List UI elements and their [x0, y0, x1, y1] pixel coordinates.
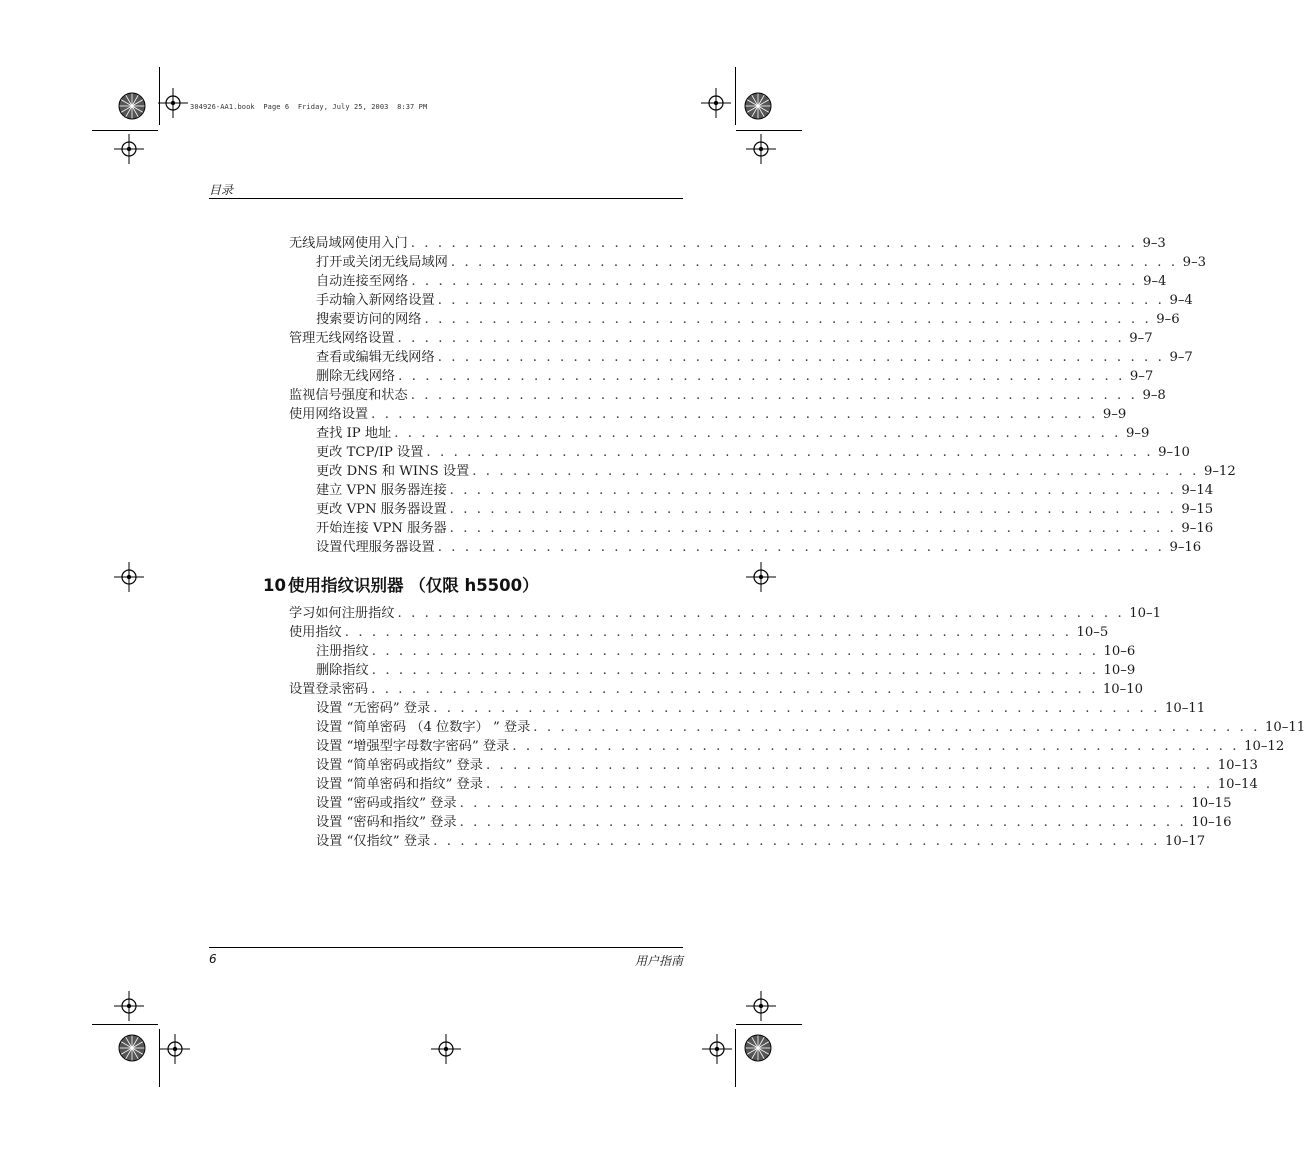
dot-leader: . . . . . . . . . . . . . . . . . . . . . . . . . . . . . . . . . . . . . . . . . . . . . . . . . . . . . .	[472, 464, 1199, 479]
toc-entry[interactable]	[289, 329, 1153, 348]
toc-subentry[interactable]	[316, 794, 1232, 813]
toc-entry-page: 10–14	[1217, 777, 1258, 792]
toc-entry-title: 设置 “密码或指纹” 登录	[316, 796, 457, 811]
toc-subentry[interactable]	[316, 462, 1236, 481]
toc-entry-title: 注册指纹	[316, 644, 369, 659]
footer-rule	[209, 947, 683, 948]
dot-leader: . . . . . . . . . . . . . . . . . . . . . . . . . . . . . . . . . . . . . . . . . . . . . . . . . . . . . .	[512, 739, 1240, 754]
toc-entry-page: 9–14	[1181, 483, 1214, 498]
star-target-icon	[118, 1034, 146, 1062]
toc-entry-title: 更改 VPN 服务器设置	[316, 502, 447, 517]
dot-leader: . . . . . . . . . . . . . . . . . . . . . . . . . . . . . . . . . . . . . . . . . . . . . . . . . . . . . .	[533, 720, 1261, 735]
toc-entry-title: 更改 TCP/IP 设置	[316, 445, 424, 460]
toc-entry-title: 监视信号强度和状态	[289, 388, 408, 403]
toc-entry-page: 10–15	[1191, 796, 1232, 811]
dot-leader: . . . . . . . . . . . . . . . . . . . . . . . . . . . . . . . . . . . . . . . . . . . . . . . . . . . . . .	[485, 758, 1213, 773]
dot-leader: . . . . . . . . . . . . . . . . . . . . . . . . . . . . . . . . . . . . . . . . . . . . . . . . . . . . . .	[344, 625, 1072, 640]
dot-leader: . . . . . . . . . . . . . . . . . . . . . . . . . . . . . . . . . . . . . . . . . . . . . . . . . . . . . .	[485, 777, 1213, 792]
toc-entry-title: 设置 “简单密码或指纹” 登录	[316, 758, 483, 773]
dot-leader: . . . . . . . . . . . . . . . . . . . . . . . . . . . . . . . . . . . . . . . . . . . . . . . . . . . . . .	[397, 606, 1125, 621]
toc-entry-title: 删除无线网络	[316, 369, 396, 384]
dot-leader: . . . . . . . . . . . . . . . . . . . . . . . . . . . . . . . . . . . . . . . . . . . . . . . . . . . . . .	[437, 293, 1165, 308]
toc-entry-page: 10–13	[1217, 758, 1258, 773]
toc-entry-page: 10–10	[1102, 682, 1144, 697]
toc-subentry[interactable]	[316, 661, 1136, 680]
toc-entry-title: 无线局域网使用入门	[289, 236, 408, 251]
toc-entry-page: 9–4	[1143, 274, 1167, 289]
running-header-title: 目录	[209, 183, 234, 197]
toc-subentry[interactable]	[316, 481, 1214, 500]
toc-entry-title: 设置代理服务器设置	[316, 540, 435, 555]
dot-leader: . . . . . . . . . . . . . . . . . . . . . . . . . . . . . . . . . . . . . . . . . . . . . . . . . . . . . .	[371, 682, 1098, 697]
toc-subentry[interactable]	[316, 424, 1150, 443]
crop-line	[735, 67, 736, 125]
dot-leader: . . . . . . . . . . . . . . . . . . . . . . . . . . . . . . . . . . . . . . . . . . . . . . . . . . . . . .	[371, 663, 1099, 678]
toc-entry-title: 管理无线网络设置	[289, 331, 395, 346]
footer-page-number: 6	[209, 952, 217, 966]
crop-line	[736, 1024, 802, 1025]
dot-leader: . . . . . . . . . . . . . . . . . . . . . . . . . . . . . . . . . . . . . . . . . . . . . . . . . . . . . .	[450, 255, 1178, 270]
toc-entry[interactable]	[289, 604, 1162, 623]
registration-mark-icon	[160, 1034, 190, 1064]
toc-entry-title: 更改 DNS 和 WINS 设置	[316, 464, 470, 479]
toc-entry-title: 手动输入新网络设置	[316, 293, 435, 308]
toc-entry-page: 9–3	[1182, 255, 1206, 270]
dot-leader: . . . . . . . . . . . . . . . . . . . . . . . . . . . . . . . . . . . . . . . . . . . . . . . . . . . . . .	[449, 483, 1177, 498]
dot-leader: . . . . . . . . . . . . . . . . . . . . . . . . . . . . . . . . . . . . . . . . . . . . . . . . . . . . . .	[459, 796, 1187, 811]
toc-subentry[interactable]	[316, 538, 1202, 557]
toc-entry-title: 查看或编辑无线网络	[316, 350, 435, 365]
toc-entry-page: 10–1	[1129, 606, 1162, 621]
dot-leader: . . . . . . . . . . . . . . . . . . . . . . . . . . . . . . . . . . . . . . . . . . . . . . . . . . . . . .	[449, 521, 1177, 536]
registration-mark-icon	[702, 1034, 732, 1064]
registration-mark-icon	[746, 562, 776, 592]
dot-leader: . . . . . . . . . . . . . . . . . . . . . . . . . . . . . . . . . . . . . . . . . . . . . . . . . . . . . .	[410, 236, 1138, 251]
dot-leader: . . . . . . . . . . . . . . . . . . . . . . . . . . . . . . . . . . . . . . . . . . . . . . . . . . . . . .	[371, 644, 1099, 659]
toc-entry-title: 查找 IP 地址	[316, 426, 392, 441]
toc-entry-title: 打开或关闭无线局域网	[316, 255, 448, 270]
toc-entry-page: 10–16	[1191, 815, 1232, 830]
toc-entry[interactable]	[289, 386, 1166, 405]
toc-subentry[interactable]	[316, 775, 1258, 794]
toc-entry-page: 9–7	[1169, 350, 1193, 365]
toc-entry-title: 删除指纹	[316, 663, 369, 678]
toc-subentry[interactable]	[316, 718, 1305, 737]
toc-entry-page: 10–11	[1265, 720, 1305, 735]
toc-subentry[interactable]	[316, 832, 1206, 851]
chapter-number: 10	[263, 576, 286, 595]
toc-entry-page: 9–4	[1169, 293, 1193, 308]
toc-entry-title: 自动连接至网络	[316, 274, 409, 289]
registration-mark-icon	[114, 134, 144, 164]
toc-entry-page: 9–7	[1129, 331, 1153, 346]
dot-leader: . . . . . . . . . . . . . . . . . . . . . . . . . . . . . . . . . . . . . . . . . . . . . . . . . . . . . .	[424, 312, 1152, 327]
toc-entry-page: 9–3	[1142, 236, 1166, 251]
dot-leader: . . . . . . . . . . . . . . . . . . . . . . . . . . . . . . . . . . . . . . . . . . . . . . . . . . . . . .	[437, 540, 1165, 555]
toc-entry[interactable]	[289, 680, 1144, 699]
footer-book-title: 用户指南	[634, 954, 683, 968]
toc-subentry[interactable]	[316, 348, 1193, 367]
dot-leader: . . . . . . . . . . . . . . . . . . . . . . . . . . . . . . . . . . . . . . . . . . . . . . . . . . . . . .	[394, 426, 1121, 441]
toc-entry-page: 10–9	[1103, 663, 1136, 678]
toc-subentry[interactable]	[316, 443, 1190, 462]
toc-entry-title: 设置 “简单密码和指纹” 登录	[316, 777, 483, 792]
toc-entry-page: 9–8	[1142, 388, 1166, 403]
toc-subentry[interactable]	[316, 813, 1232, 832]
registration-mark-icon	[746, 991, 776, 1021]
crop-line	[92, 1024, 158, 1025]
dot-leader: . . . . . . . . . . . . . . . . . . . . . . . . . . . . . . . . . . . . . . . . . . . . . . . . . . . . . .	[449, 502, 1177, 517]
toc-subentry[interactable]	[316, 272, 1167, 291]
dot-leader: . . . . . . . . . . . . . . . . . . . . . . . . . . . . . . . . . . . . . . . . . . . . . . . . . . . . . .	[411, 274, 1139, 289]
toc-entry-page: 10–12	[1244, 739, 1285, 754]
registration-mark-icon	[114, 562, 144, 592]
toc-subentry[interactable]	[316, 642, 1136, 661]
star-target-icon	[118, 92, 146, 120]
toc-entry-title: 设置 “增强型字母数字密码” 登录	[316, 739, 510, 754]
chapter-title: 使用指纹识别器 （仅限 h5500）	[287, 576, 539, 595]
toc-entry[interactable]	[289, 234, 1166, 253]
toc-subentry[interactable]	[316, 756, 1258, 775]
toc-subentry[interactable]	[316, 253, 1206, 272]
toc-entry-page: 9–12	[1203, 464, 1236, 479]
toc-entry-title: 建立 VPN 服务器连接	[316, 483, 447, 498]
dot-leader: . . . . . . . . . . . . . . . . . . . . . . . . . . . . . . . . . . . . . . . . . . . . . . . . . . . . . .	[410, 388, 1138, 403]
crop-line	[735, 1029, 736, 1087]
toc-entry-page: 9–16	[1181, 521, 1214, 536]
dot-leader: . . . . . . . . . . . . . . . . . . . . . . . . . . . . . . . . . . . . . . . . . . . . . . . . . . . . . .	[397, 331, 1125, 346]
toc-entry-title: 搜索要访问的网络	[316, 312, 422, 327]
toc-entry-page: 9–7	[1129, 369, 1154, 384]
dot-leader: . . . . . . . . . . . . . . . . . . . . . . . . . . . . . . . . . . . . . . . . . . . . . . . . . . . . . .	[433, 701, 1160, 716]
dot-leader: . . . . . . . . . . . . . . . . . . . . . . . . . . . . . . . . . . . . . . . . . . . . . . . . . . . . . .	[459, 815, 1187, 830]
dot-leader: . . . . . . . . . . . . . . . . . . . . . . . . . . . . . . . . . . . . . . . . . . . . . . . . . . . . . .	[426, 445, 1154, 460]
toc-subentry[interactable]	[316, 310, 1180, 329]
chapter-heading	[263, 572, 539, 596]
toc-subentry[interactable]	[316, 699, 1206, 718]
toc-entry-page: 9–9	[1102, 407, 1127, 422]
dot-leader: . . . . . . . . . . . . . . . . . . . . . . . . . . . . . . . . . . . . . . . . . . . . . . . . . . . . . .	[371, 407, 1098, 422]
toc-entry-page: 10–11	[1164, 701, 1206, 716]
toc-entry-title: 开始连接 VPN 服务器	[316, 521, 447, 536]
dot-leader: . . . . . . . . . . . . . . . . . . . . . . . . . . . . . . . . . . . . . . . . . . . . . . . . . . . . . .	[437, 350, 1165, 365]
toc-entry-title: 设置 “无密码” 登录	[316, 701, 431, 716]
registration-mark-icon	[746, 134, 776, 164]
star-target-icon	[744, 92, 772, 120]
dot-leader: . . . . . . . . . . . . . . . . . . . . . . . . . . . . . . . . . . . . . . . . . . . . . . . . . . . . . .	[398, 369, 1125, 384]
toc-entry-page: 9–16	[1169, 540, 1202, 555]
toc-subentry[interactable]	[316, 291, 1193, 310]
toc-subentry[interactable]	[316, 367, 1154, 386]
toc-entry-title: 设置 “简单密码 （4 位数字） ” 登录	[316, 720, 531, 735]
registration-mark-icon	[701, 88, 731, 118]
crop-line	[736, 130, 802, 131]
toc-entry-page: 10–6	[1103, 644, 1136, 659]
dot-leader: . . . . . . . . . . . . . . . . . . . . . . . . . . . . . . . . . . . . . . . . . . . . . . . . . . . . . .	[433, 834, 1160, 849]
toc-entry[interactable]	[289, 405, 1127, 424]
toc-entry-title: 设置 “密码和指纹” 登录	[316, 815, 457, 830]
crop-line	[92, 130, 158, 131]
toc-entry-page: 10–17	[1164, 834, 1206, 849]
registration-mark-icon	[114, 991, 144, 1021]
print-slug: 304926-AA1.book Page 6 Friday, July 25, 2003 8:37 PM	[190, 103, 428, 111]
toc-entry-title: 学习如何注册指纹	[289, 606, 395, 621]
toc-entry-page: 10–5	[1076, 625, 1109, 640]
toc-entry-page: 9–10	[1158, 445, 1190, 460]
toc-entry[interactable]	[289, 623, 1109, 642]
toc-entry-title: 设置 “仅指纹” 登录	[316, 834, 431, 849]
toc-subentry[interactable]	[316, 737, 1285, 756]
toc-subentry[interactable]	[316, 500, 1214, 519]
toc-entry-page: 9–6	[1156, 312, 1180, 327]
star-target-icon	[744, 1034, 772, 1062]
toc-subentry[interactable]	[316, 519, 1214, 538]
header-rule	[209, 198, 683, 199]
toc-entry-page: 9–9	[1125, 426, 1150, 441]
registration-mark-icon	[158, 88, 188, 118]
toc-entry-title: 设置登录密码	[289, 682, 369, 697]
toc-entry-page: 9–15	[1181, 502, 1214, 517]
registration-mark-icon	[431, 1034, 461, 1064]
toc-entry-title: 使用指纹	[289, 625, 342, 640]
toc-entry-title: 使用网络设置	[289, 407, 369, 422]
